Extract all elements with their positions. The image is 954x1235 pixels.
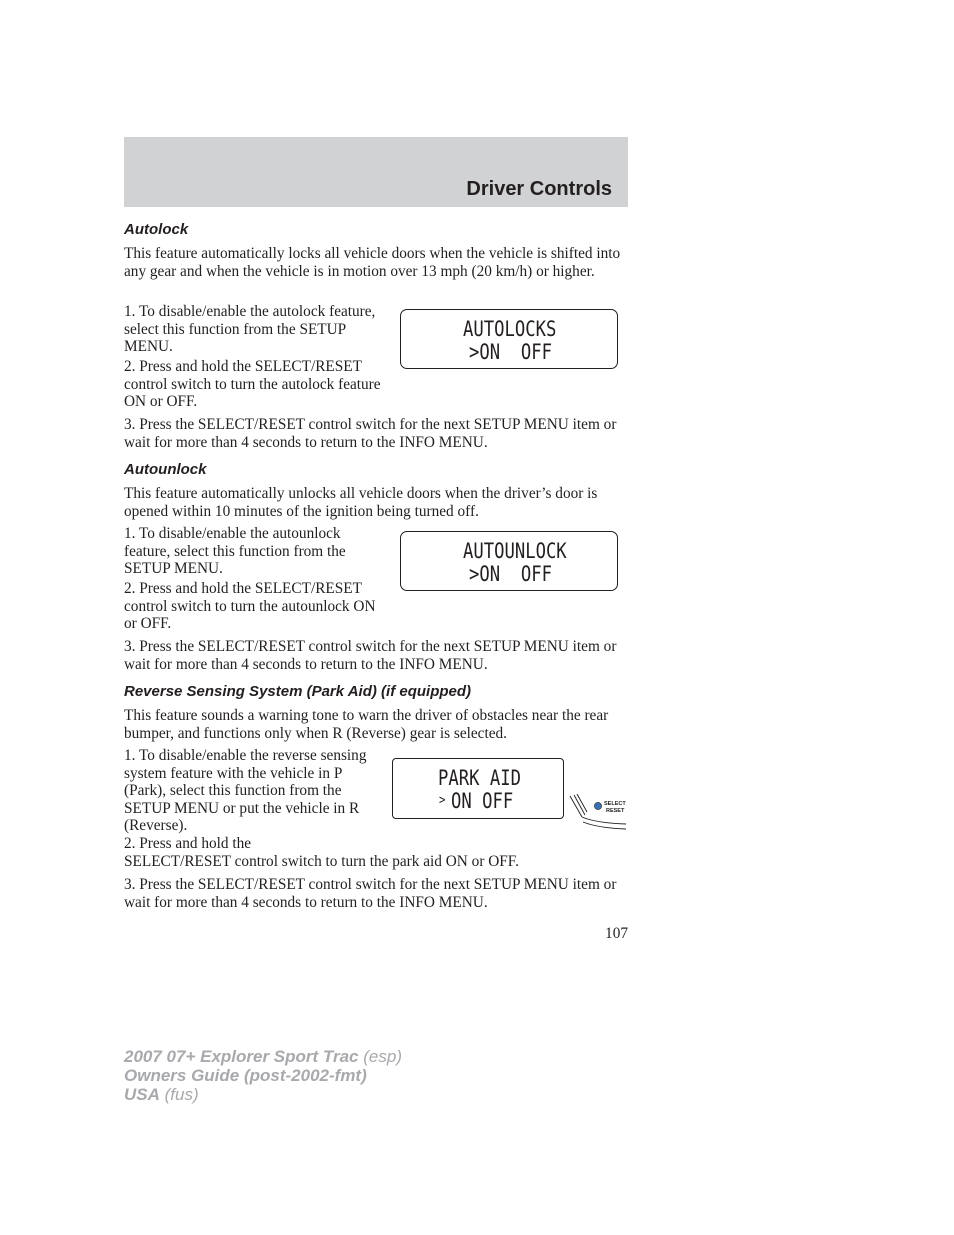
park-aid-display-line-2: ON OFF: [451, 789, 514, 813]
switch-panel-line: [583, 822, 626, 829]
autolock-display-line-2: >ON OFF: [469, 340, 552, 364]
park-aid-heading: Reverse Sensing System (Park Aid) (if equipped): [124, 683, 472, 700]
park-aid-display: [392, 758, 564, 819]
autounlock-display-line-1: AUTOUNLOCK: [463, 539, 567, 563]
footer-model: 2007 07+ Explorer Sport Trac: [124, 1047, 359, 1066]
autounlock-step-1: 1. To disable/enable the autounlock feature, select this function from the SETUP MENU.: [124, 525, 346, 577]
park-aid-step-3: 3. Press the SELECT/RESET control switch for the next SETUP MENU item or wait for more than 4 seconds to return to the INFO MENU.: [124, 876, 617, 911]
autolock-display-line-1: AUTOLOCKS: [463, 317, 557, 341]
autounlock-display: [400, 531, 618, 591]
park-aid-step-2-line-2: SELECT/RESET control switch to turn the park aid ON or OFF.: [124, 853, 519, 870]
autounlock-display-line-2: >ON OFF: [469, 562, 552, 586]
select-reset-switch-illustration: [566, 793, 628, 833]
switch-label-reset: RESET: [606, 808, 625, 814]
park-aid-display-arrow: >: [439, 793, 446, 808]
footer-line-1: [124, 1047, 402, 1066]
switch-label-select: SELECT: [604, 801, 626, 807]
autolock-step-2: 2. Press and hold the SELECT/RESET control switch to turn the autolock feature ON or OFF.: [124, 358, 381, 410]
autounlock-intro: This feature automatically unlocks all vehicle doors when the driver’s door is opened within 10 minutes of the ignition being turned off.: [124, 485, 598, 520]
park-aid-intro: This feature sounds a warning tone to warn the driver of obstacles near the rear bumper, and functions only when R (Reverse) gear is selected.: [124, 707, 609, 742]
autolock-step-1: 1. To disable/enable the autolock feature, select this function from the SETUP MENU.: [124, 303, 376, 355]
autolock-step-3: 3. Press the SELECT/RESET control switch for the next SETUP MENU item or wait for more than 4 seconds to return to the INFO MENU.: [124, 416, 617, 451]
switch-panel-line: [582, 817, 626, 824]
footer-market: USA: [124, 1085, 160, 1104]
footer-market-code: (fus): [164, 1085, 199, 1104]
autolock-intro: This feature automatically locks all vehicle doors when the vehicle is shifted into any gear and when the vehicle is in motion over 13 mph (20 km/h) or higher.: [124, 245, 621, 280]
select-reset-button-icon: [594, 802, 601, 809]
footer-model-code: (esp): [363, 1047, 402, 1066]
autolock-heading: Autolock: [124, 221, 189, 238]
park-aid-step-2-line-1: 2. Press and hold the: [124, 835, 252, 852]
autounlock-step-3: 3. Press the SELECT/RESET control switch for the next SETUP MENU item or wait for more than 4 seconds to return to the INFO MENU.: [124, 638, 617, 673]
footer-guide: Owners Guide (post-2002-fmt): [124, 1066, 367, 1085]
autounlock-step-2: 2. Press and hold the SELECT/RESET control switch to turn the autounlock ON or OFF.: [124, 580, 376, 632]
footer-line-2: [124, 1066, 367, 1085]
footer-line-3: [124, 1085, 199, 1104]
autolock-display: [400, 309, 618, 369]
page-number: 107: [605, 925, 628, 942]
autounlock-heading: Autounlock: [124, 461, 207, 478]
section-title: Driver Controls: [466, 178, 612, 200]
park-aid-display-line-1: PARK AID: [438, 766, 521, 790]
park-aid-step-1: 1. To disable/enable the reverse sensing system feature with the vehicle in P (Park), select this function from the SETUP MENU or put the vehicle in R (Reverse).: [124, 747, 367, 834]
header-band: [124, 137, 628, 207]
